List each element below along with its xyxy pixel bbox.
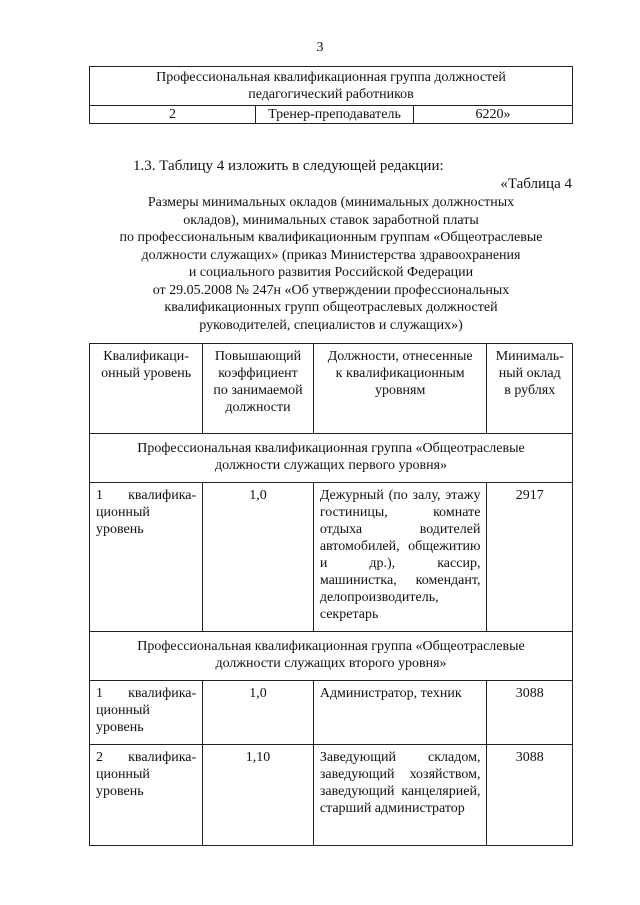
level-number-cell: 2	[90, 106, 256, 124]
level-text: уровень	[96, 522, 144, 537]
header-level	[90, 344, 203, 434]
table-title	[89, 194, 573, 334]
header-line: Повышающий	[214, 349, 302, 364]
title-line: по профессиональным квалификационным группам «Общеотраслевые	[119, 230, 543, 245]
group-caption-line: должности служащих первого уровня»	[214, 458, 448, 473]
table-row	[90, 483, 573, 632]
salary-table	[89, 343, 573, 846]
group-caption	[90, 434, 573, 483]
title-line: квалификационных групп общеотраслевых должностей	[164, 300, 498, 315]
header-line: ный оклад	[498, 366, 561, 381]
level-text: ционный	[96, 767, 150, 782]
table-header-row	[90, 344, 573, 434]
header-line: к квалификационным	[335, 366, 465, 381]
level-word: квалифика-	[128, 750, 197, 765]
amendment-paragraph: 1.3. Таблицу 4 изложить в следующей редакции:	[133, 158, 444, 174]
level-number: 2	[96, 750, 103, 765]
page-number: 3	[316, 40, 324, 55]
salary-cell: 3088	[487, 681, 573, 745]
table-label: «Таблица 4	[500, 176, 572, 192]
title-line: Размеры минимальных окладов (минимальных должностных	[147, 195, 515, 210]
title-line: должности служащих» (приказ Министерства здравоохранения	[141, 247, 521, 263]
group-caption-line: Профессиональная квалификационная группа «Общеотраслевые	[137, 639, 525, 654]
title-line: от 29.05.2008 № 247н «Об утверждении профессиональных	[152, 282, 510, 298]
level-cell	[90, 483, 203, 632]
coefficient-cell: 1,0	[203, 483, 314, 632]
position-cell: Тренер-преподаватель	[256, 106, 414, 124]
group-caption-line: Профессиональная квалификационная группа должностей	[156, 70, 506, 85]
top-continuation-table	[89, 66, 573, 124]
title-line: и социального развития Российской Федерации	[188, 265, 474, 280]
level-cell	[90, 745, 203, 846]
salary-cell: 3088	[487, 745, 573, 846]
group-caption-line: педагогический работников	[248, 87, 414, 102]
salary-cell: 6220»	[414, 106, 573, 124]
header-salary	[487, 344, 573, 434]
group-caption	[90, 67, 573, 106]
header-line: Минималь-	[495, 349, 564, 364]
level-word: квалифика-	[128, 488, 197, 503]
header-coefficient	[203, 344, 314, 434]
title-line: руководителей, специалистов и служащих»)	[199, 317, 463, 333]
header-line: в рублях	[504, 383, 556, 398]
positions-cell: Дежурный (по залу, этажу гостиницы, комнате отдыха водителей автомобилей, общежитию и др.), кассир, машинистка, комендант, делопроизводитель, секретарь	[313, 483, 487, 632]
header-line: уровням	[374, 383, 426, 398]
level-number: 1	[96, 488, 103, 503]
table-row	[90, 745, 573, 846]
group-caption	[90, 632, 573, 681]
level-text: ционный	[96, 505, 150, 520]
header-line: должности	[225, 400, 291, 415]
salary-cell: 2917	[487, 483, 573, 632]
header-line: Должности, отнесенные	[327, 349, 473, 364]
table-row	[90, 681, 573, 745]
header-line: по занимаемой	[213, 383, 303, 398]
level-text: уровень	[96, 720, 144, 735]
level-number: 1	[96, 686, 103, 701]
title-line: окладов), минимальных ставок заработной платы	[183, 212, 479, 228]
header-line: коэффициент	[218, 366, 298, 381]
level-text: ционный	[96, 703, 150, 718]
group-caption-line: должности служащих второго уровня»	[215, 656, 447, 671]
positions-cell: Заведующий складом, заведующий хозяйством, заведующий канцелярией, старший администратор	[313, 745, 487, 846]
level-word: квалифика-	[128, 686, 197, 701]
positions-cell: Администратор, техник	[313, 681, 487, 745]
group-row	[90, 434, 573, 483]
header-positions	[313, 344, 487, 434]
coefficient-cell: 1,0	[203, 681, 314, 745]
level-cell	[90, 681, 203, 745]
header-line: Квалификаци-	[103, 349, 189, 364]
coefficient-cell: 1,10	[203, 745, 314, 846]
header-line: онный уровень	[101, 366, 192, 381]
level-text: уровень	[96, 784, 144, 799]
group-row	[90, 632, 573, 681]
group-caption-line: Профессиональная квалификационная группа «Общеотраслевые	[137, 441, 525, 456]
